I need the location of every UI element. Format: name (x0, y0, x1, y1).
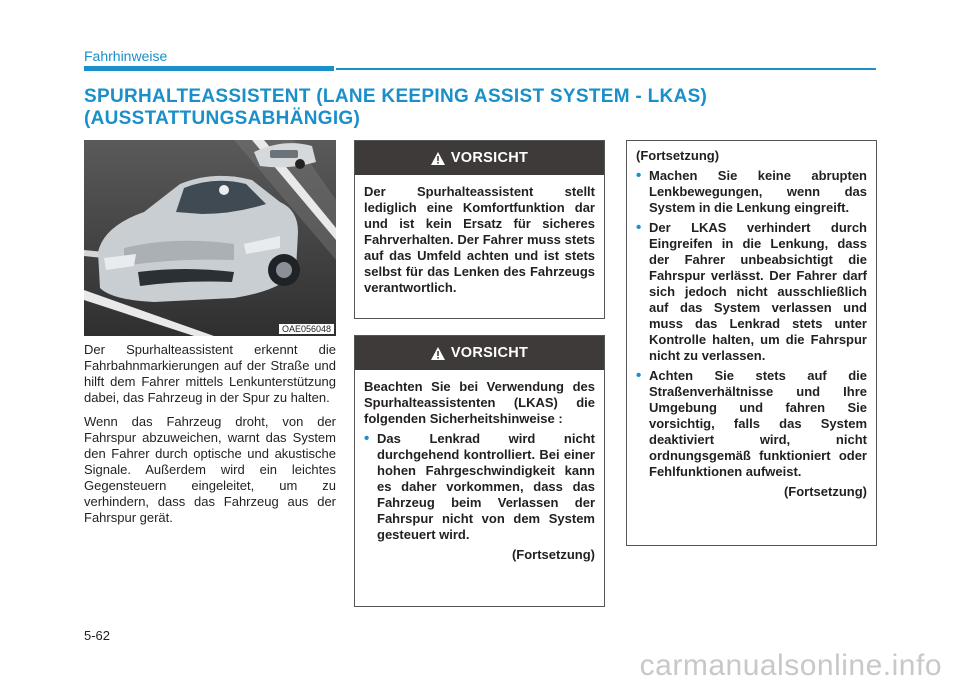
caution-bullet: • Der LKAS verhindert durch Eingreifen in die Lenkung, dass der Fahrer unbeabsichtigt die Fahrspur verlässt. Der Fahrer darf sich jedoch nicht ausschließlich auf das System verlassen und muss das Lenkrad stets unter Kontrolle halten, um die Fahrspur nicht zu verlassen. (636, 220, 867, 364)
caution-header-2 (355, 336, 604, 370)
car-lane-keeping-image (84, 140, 336, 336)
warning-triangle-icon (431, 347, 445, 360)
body-paragraph-2: Wenn das Fahrzeug droht, von der Fahrspur abzuweichen, warnt das System den Fahrer durch optische und akustische Signale. Außerdem wird ein leichtes Gegensteuern eingeleitet, um zu verhindern, dass das Fahrzeug aus der Fahrspur gerät. (84, 414, 336, 525)
page-number: 5-62 (84, 628, 111, 643)
caution-box-3 (626, 140, 877, 546)
caution-heading-1: VORSICHT (450, 150, 529, 166)
caution-bullet: • Achten Sie stets auf die Straßenverhältnisse und Ihre Umgebung und fahren Sie vorsichtig, falls das System deaktiviert wird, nicht ordnungsgemäß funktioniert oder Fehlfunktionen aufweist. (636, 368, 867, 480)
title-line-2: (AUSSTATTUNGSABHÄNGIG) (84, 108, 361, 129)
title-line-1: SPURHALTEASSISTENT (LANE KEEPING ASSIST SYSTEM - LKAS) (84, 86, 708, 107)
caution-bullet: • Das Lenkrad wird nicht durchgehend kontrolliert. Bei einer hohen Fahrgeschwindigkeit kann es daher vorkommen, dass das Fahrzeug beim Verlassen der Fahrspur nicht von dem System gesteuert wird. (364, 431, 595, 543)
continued-label: (Fortsetzung) (511, 547, 595, 562)
section-label: Fahrhinweise (84, 48, 168, 64)
warning-triangle-icon (431, 152, 445, 165)
caution-heading-2: VORSICHT (450, 345, 529, 361)
continued-label: (Fortsetzung) (783, 484, 867, 499)
body-text (84, 342, 336, 534)
watermark: carmanualsonline.info (639, 649, 942, 682)
caution-intro-2: Beachten Sie bei Verwendung des Spurhalteassistenten (LKAS) die folgenden Sicherheitshinweise : (364, 379, 595, 426)
car-illustration (84, 140, 336, 336)
caution-text-1: Der Spurhalteassistent stellt lediglich eine Komfortfunktion dar und ist kein Ersatz für sicheres Fahrverhalten. Der Fahrer muss stets auf das Umfeld achten und ist stets selbst für das Lenken des Fahrzeugs verantwortlich. (364, 184, 595, 295)
caution-box-1 (354, 140, 605, 319)
body-paragraph-1: Der Spurhalteassistent erkennt die Fahrbahnmarkierungen auf der Straße und hilft dem Fahrer mittels Lenkunterstützung dabei, das Fahrzeug in der Spur zu halten. (84, 342, 336, 405)
continued-intro: (Fortsetzung) (636, 148, 720, 163)
caution-header-1 (355, 141, 604, 175)
caution-box-2 (354, 335, 605, 607)
caution-bullet: • Machen Sie keine abrupten Lenkbewegungen, wenn das System in die Lenkung eingreift. (636, 168, 867, 216)
figure-code: OAE056048 (279, 324, 334, 334)
header-rule-thick (84, 66, 334, 71)
header-rule-thin (336, 68, 876, 70)
page-title (84, 86, 707, 130)
